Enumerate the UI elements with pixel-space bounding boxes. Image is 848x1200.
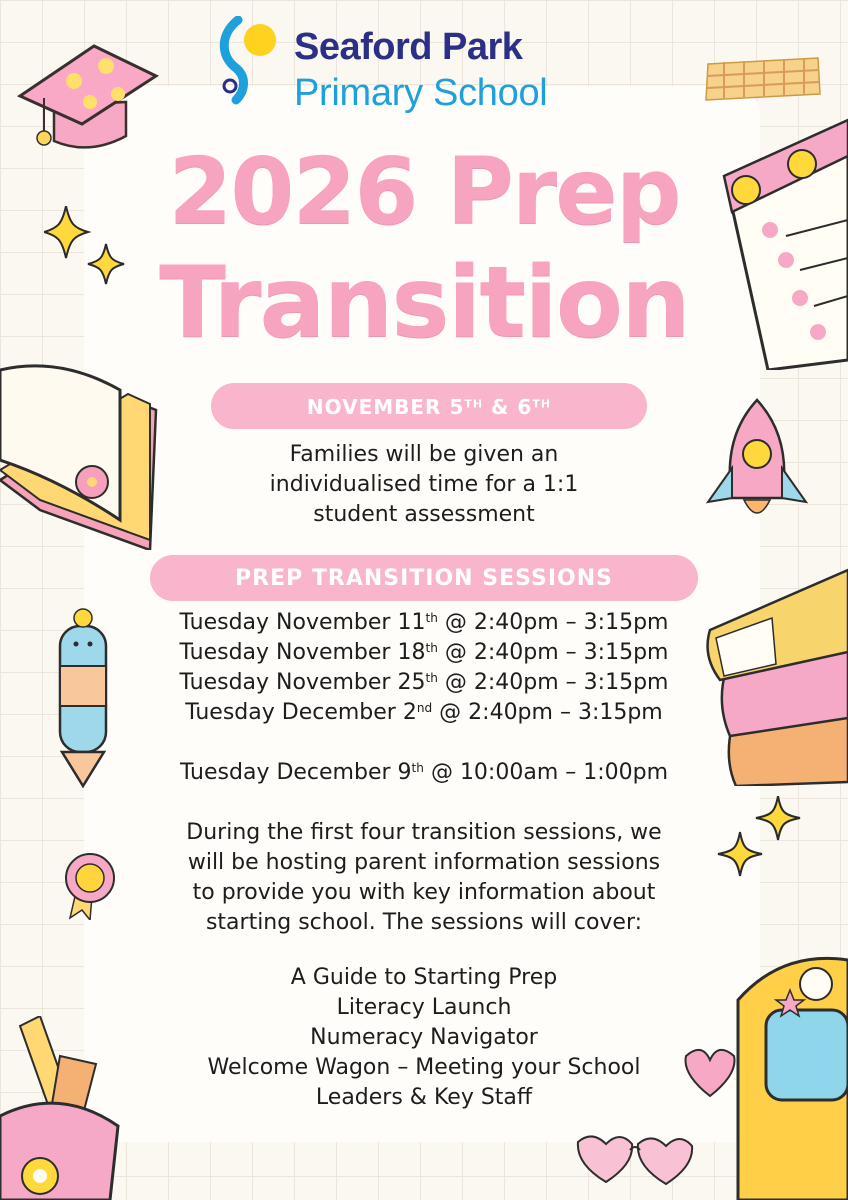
sparkle-icon (716, 796, 804, 884)
rocket-icon (702, 398, 812, 526)
session-time: @ 2:40pm – 3:15pm (437, 610, 669, 635)
info-line: will be hosting parent information sessions (187, 850, 661, 875)
topic-item: Literacy Launch (336, 995, 512, 1020)
assessment-description-line: Families will be given an (289, 442, 559, 467)
info-paragraph (90, 818, 758, 938)
open-book-icon (0, 360, 160, 550)
topics-list (90, 963, 758, 1113)
info-line: During the first four transition sessions, we (186, 820, 662, 845)
session-item (90, 700, 758, 725)
sparkle-icon (44, 206, 132, 298)
assessment-dates-mid: & 6 (483, 395, 533, 419)
topic-item: A Guide to Starting Prep (290, 965, 558, 990)
topic-item: Welcome Wagon – Meeting your School (207, 1055, 641, 1080)
info-line: starting school. The sessions will cover: (205, 910, 643, 935)
assessment-description-line: student assessment (313, 502, 535, 527)
assessment-dates-banner (211, 383, 647, 429)
session-time: @ 2:40pm – 3:15pm (432, 700, 663, 725)
topic-item: Numeracy Navigator (310, 1025, 538, 1050)
session-time: @ 2:40pm – 3:15pm (437, 640, 669, 665)
school-logo-mark (216, 16, 286, 116)
sessions-heading-banner: PREP TRANSITION SESSIONS (150, 555, 698, 601)
session-time: @ 10:00am – 1:00pm (423, 760, 669, 785)
plaid-tape-icon (704, 56, 822, 102)
session-item (90, 670, 758, 695)
school-name-line2: Primary School (294, 72, 548, 114)
assessment-description (90, 440, 758, 530)
school-logo (216, 16, 636, 116)
session-date: Tuesday December 2 (185, 700, 417, 725)
session-date: Tuesday December 9 (179, 760, 412, 785)
session-item (90, 640, 758, 665)
session-date-suffix: th (425, 640, 438, 655)
assessment-dates-sup1: TH (464, 397, 484, 411)
pencil-icon (54, 606, 112, 788)
session-item (90, 760, 758, 785)
session-date: Tuesday November 18 (179, 640, 426, 665)
session-date-suffix: th (411, 760, 424, 775)
page-title-line2: Transition (159, 246, 689, 360)
book-stack-icon (706, 560, 848, 786)
rosette-icon (62, 852, 118, 920)
info-line: to provide you with key information about (192, 880, 656, 905)
session-date: Tuesday November 11 (179, 610, 426, 635)
session-item (90, 610, 758, 635)
smiley-notepad-icon (720, 110, 848, 370)
school-bus-icon (682, 950, 848, 1200)
session-date-suffix: th (425, 610, 438, 625)
session-date-suffix: nd (416, 700, 433, 715)
school-name-line1: Seaford Park (294, 26, 523, 68)
topic-item: Leaders & Key Staff (315, 1085, 533, 1110)
graduation-cap-icon (14, 36, 164, 151)
page-title-line1: 2026 Prep (168, 138, 680, 245)
pencil-case-icon (0, 1016, 120, 1200)
session-date: Tuesday November 25 (179, 670, 426, 695)
heart-glasses-icon (572, 1130, 698, 1186)
assessment-dates-sup2: TH (532, 397, 552, 411)
session-date-suffix: th (425, 670, 438, 685)
assessment-dates-text: NOVEMBER 5 (306, 395, 465, 419)
assessment-description-line: individualised time for a 1:1 (269, 472, 579, 497)
session-time: @ 2:40pm – 3:15pm (437, 670, 669, 695)
